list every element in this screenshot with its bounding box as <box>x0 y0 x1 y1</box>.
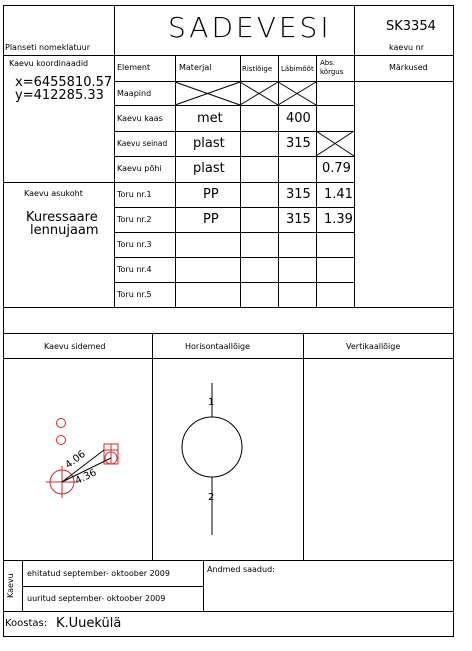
row-element: Toru nr.3 <box>117 240 152 249</box>
row-height: 1.41 <box>324 187 353 202</box>
row-element: Toru nr.5 <box>117 290 152 299</box>
header-material: Materjal <box>179 63 212 72</box>
header-height-1: Abs. <box>320 59 336 67</box>
row-element: Toru nr.4 <box>117 265 152 274</box>
row-material: PP <box>203 212 219 227</box>
section-vertical: Vertikaallõige <box>346 342 401 351</box>
row-height: 0.79 <box>322 161 351 176</box>
footer-built: ehitatud september- oktoober 2009 <box>27 569 170 578</box>
location-label: Kaevu asukoht <box>24 189 83 198</box>
header-diameter: Läbimõõt <box>281 65 314 73</box>
header-element: Element <box>117 63 151 72</box>
drawing-title: SADEVESI <box>168 11 332 44</box>
header-cross: Ristlõige <box>242 65 273 73</box>
row-element: Maapind <box>117 89 152 98</box>
location-line2: lennujaam <box>30 223 99 238</box>
row-diameter: 315 <box>286 187 311 202</box>
row-diameter: 315 <box>286 212 311 227</box>
section-horizontal: Horisontaallõige <box>185 342 251 351</box>
row-material: plast <box>193 161 225 176</box>
section-ties: Kaevu sidemed <box>44 342 106 351</box>
footer-kaevu-label: Kaevu <box>6 573 15 598</box>
footer-author: K.Uuekülä <box>56 616 122 631</box>
pipe-number: 1 <box>208 397 215 408</box>
row-element: Kaevu põhi <box>117 164 162 173</box>
row-element: Toru nr.1 <box>117 190 152 199</box>
coord-x: x=6455810.57 <box>15 75 113 90</box>
header-height-2: kõrgus <box>320 68 344 76</box>
row-diameter: 400 <box>286 111 311 126</box>
row-diameter: 315 <box>286 136 311 151</box>
footer-author-label: Koostas: <box>5 618 48 629</box>
row-height: 1.39 <box>324 212 353 227</box>
row-element: Kaevu kaas <box>117 114 163 123</box>
coord-y: y=412285.33 <box>15 88 104 103</box>
row-material: met <box>197 111 223 126</box>
well-id-caption: kaevu nr <box>389 43 425 52</box>
footer-surveyed: uuritud september- oktoober 2009 <box>27 594 166 603</box>
plan-label: Planseti nomeklatuur <box>5 43 91 52</box>
header-remarks: Märkused <box>389 63 428 72</box>
row-material: plast <box>193 136 225 151</box>
footer-data-from: Andmed saadud: <box>207 565 275 574</box>
location-line1: Kuressaare <box>26 210 98 225</box>
coords-label: Kaevu koordinaadid <box>9 59 89 68</box>
tie-dimension: 4.06 <box>63 448 88 471</box>
row-element: Toru nr.2 <box>117 215 152 224</box>
tie-dimension: 4.36 <box>73 467 99 487</box>
row-element: Kaevu seinad <box>117 139 168 148</box>
row-material: PP <box>203 187 219 202</box>
pipe-number: 2 <box>208 492 215 503</box>
well-id: SK3354 <box>386 19 436 34</box>
